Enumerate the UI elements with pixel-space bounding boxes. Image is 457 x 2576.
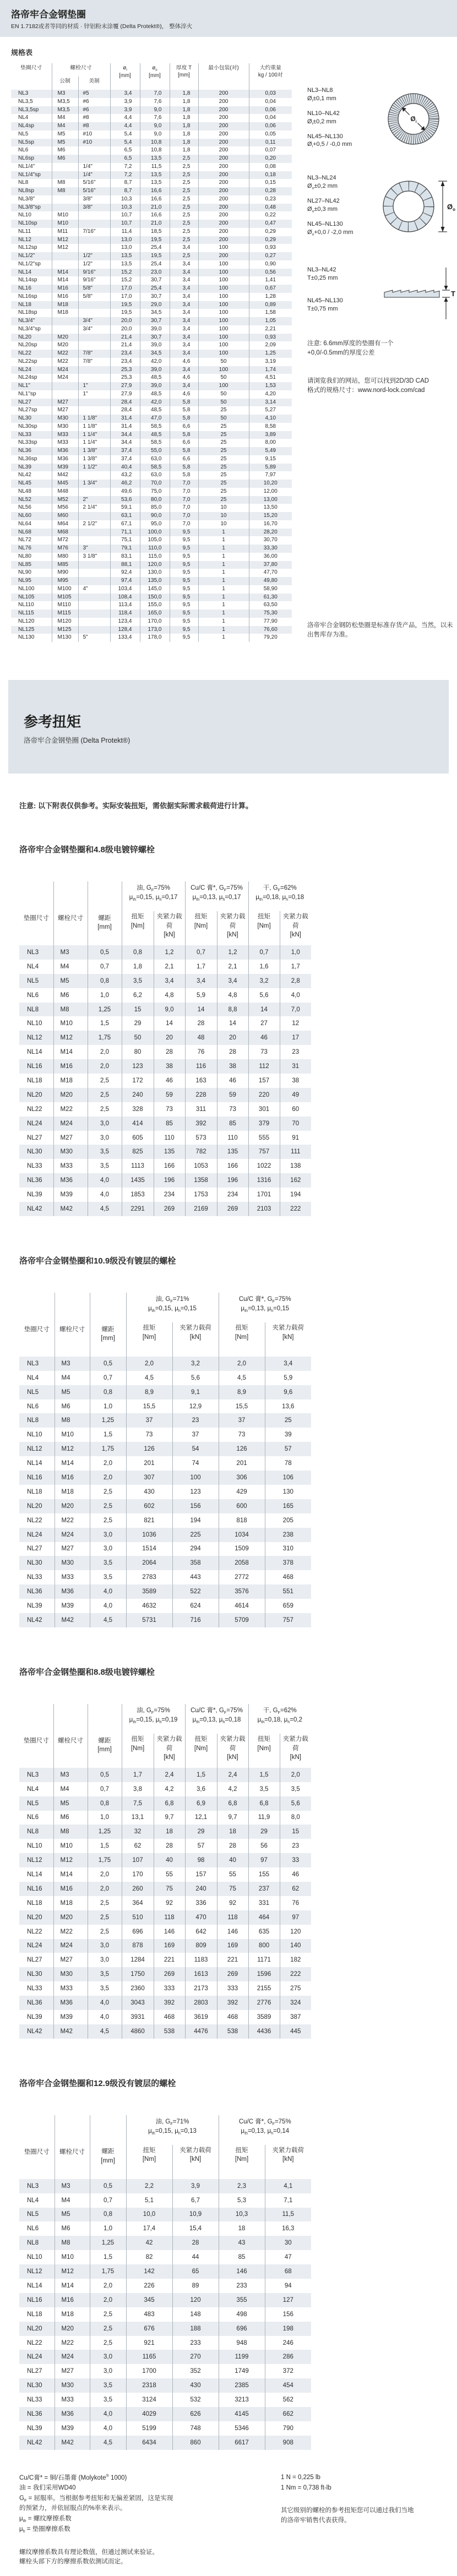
table-row: NL18sp M18 19,5 34,5 3,4 100 1,58 <box>11 309 292 317</box>
spec-layout <box>11 63 457 642</box>
group-header-oil: 油, $G_F=75\%$ $\mu_{th}=0,15$, $\mu_h=0,17$ <box>122 881 185 911</box>
table-row: NL12 M12 1,75 126 54 126 57 <box>19 1442 311 1456</box>
table-row: NL10 M10 1,5 82 44 85 47 <box>19 2250 311 2264</box>
col-header-bolt-size: 螺栓尺寸 <box>52 63 110 77</box>
table-row: NL1/4" 1/4" 7,2 11,5 2,5 200 0,08 <box>11 163 292 171</box>
table-row: NL60 M60 63,1 90,0 7,0 10 15,20 <box>11 512 292 520</box>
col-header-clamp-load: 夹紧力载荷 [kN] <box>172 2145 219 2179</box>
table-row: NL5 M5 0,8 7,5 6,8 6,9 6,8 6,8 5,6 <box>19 1796 311 1811</box>
table-row: NL3 M3 #5 3,4 7,0 1,8 200 0,03 <box>11 90 292 98</box>
col-header-torque: 扭矩 [Nm] <box>185 1734 217 1768</box>
inner-diameter-tolerances <box>307 86 381 155</box>
table-row: NL24 M24 3,0 878 169 809 169 800 140 <box>19 1939 311 1953</box>
reference-torque-banner <box>8 680 449 774</box>
group-header-oil: 油, $G_F=71\%$ $\mu_{th}=0,15$, $\mu_h=0,15$ <box>126 1293 219 1322</box>
washer-inner-diameter-diagram <box>381 86 446 151</box>
footnote-line: 油 = 我们采用WD40 <box>19 2485 76 2492</box>
table-row: NL4 M4 #8 4,4 7,6 1,8 200 0,04 <box>11 114 292 122</box>
torque-table-grade-4-8 <box>19 881 311 1216</box>
table-row: NL39 M39 4,0 4632 624 4614 659 <box>19 1599 311 1613</box>
table-row: NL85 M85 88,1 120,0 9,5 1 37,80 <box>11 561 292 569</box>
torque-table-title: 洛帝牢合金钢垫圈和4.8级电镀锌螺栓 <box>19 845 155 854</box>
col-header-clamp-load: 夹紧力载荷 [kN] <box>154 911 185 945</box>
table-row: NL125 M125 128,4 173,0 9,5 1 76,60 <box>11 626 292 634</box>
table-row: NL12 M12 13,0 19,5 2,5 200 0,29 <box>11 236 292 244</box>
thickness-tolerance-note: 注意: 6.6mm厚度的垫圈有一个 +0,0/-0.5mm的厚度公差 <box>307 340 394 356</box>
torque-table-section-10-9 <box>19 1255 457 1627</box>
torque-table-header <box>19 1293 311 1357</box>
table-row: NL27sp M27 28,4 48,5 5,8 25 5,27 <box>11 406 292 415</box>
table-row: NL36 M36 4,0 3589 522 3576 551 <box>19 1584 311 1599</box>
col-header-washer-size: 垫圈尺寸 <box>20 65 42 71</box>
washer-outer-diameter-diagram <box>381 174 457 239</box>
col-header-inner-diameter: $ø_i$ [mm] <box>110 63 140 90</box>
table-row: NL3 M3 0,5 1,7 2,4 1,5 2,4 1,5 2,0 <box>19 1768 311 1782</box>
torque-table-grade-8-8 <box>19 1704 311 2039</box>
table-row: NL95 M95 97,4 135,0 9,5 1 49,80 <box>11 577 292 585</box>
table-row: NL6 M6 1,0 17,4 15,4 18 16,3 <box>19 2221 311 2236</box>
table-row: NL3 M3 0,5 2,0 3,2 2,0 3,4 <box>19 1357 311 1371</box>
table-row: NL120 M120 123,4 170,0 9,5 1 77,90 <box>11 618 292 626</box>
torque-table-body <box>19 2179 311 2450</box>
table-row: NL100 M100 4" 103,4 145,0 9,5 1 58,90 <box>11 585 292 593</box>
cad-download-note: 请浏览我们的网站，您可以找到2D/3D CAD 格式的规格尺寸：www.nord-lock.com/cad <box>307 378 429 394</box>
table-row: NL8 M8 1,25 42 28 43 30 <box>19 2236 311 2250</box>
table-row: NL18 M18 2,5 483 148 498 156 <box>19 2307 311 2322</box>
table-row: NL24 M24 3,0 1165 270 1199 286 <box>19 2350 311 2364</box>
footnote-friction-note: 螺纹摩擦系数具有理论数值，但通过测试来验证。 螺栓头部下方的摩擦系数依测试而定。 <box>19 2548 159 2566</box>
table-row: NL76 M76 3" 79,1 110,0 9,5 1 33,30 <box>11 544 292 553</box>
table-row: NL24sp M24 25,3 48,5 4,6 50 4,51 <box>11 374 292 382</box>
table-row: NL24 M24 3,0 414 85 392 85 379 70 <box>19 1117 311 1131</box>
torque-table-section-12-9 <box>19 2077 457 2450</box>
group-header-cu-paste: Cu/C 膏*, $G_F=75\%$ $\mu_{th}=0,13$, $\mu_h=0,14$ <box>219 2115 311 2145</box>
col-header-metric: 公制 <box>52 77 78 90</box>
table-row: NL27 M27 3,0 1700 352 1749 372 <box>19 2364 311 2378</box>
table-row: NL42 M42 4,5 2291 269 2169 269 2103 222 <box>19 1202 311 1216</box>
table-row: NL16sp M16 5/8" 17,0 30,7 3,4 100 1,28 <box>11 293 292 301</box>
table-row: NL30 M30 3,5 825 135 782 135 757 111 <box>19 1145 311 1159</box>
torque-table-body <box>19 1357 311 1627</box>
col-header-pitch: 螺距 [mm] <box>88 1704 122 1768</box>
table-row: NL1/4"sp 1/4" 7,2 13,5 2,5 200 0,18 <box>11 171 292 179</box>
table-row: NL3/4" 3/4" 20,0 30,7 3,4 100 1,05 <box>11 317 292 325</box>
footnotes-right <box>281 2473 446 2568</box>
table-row: NL22 M22 7/8" 23,4 34,5 3,4 100 1,25 <box>11 350 292 358</box>
table-row: NL27 M27 3,0 1284 221 1183 221 1171 182 <box>19 1953 311 1967</box>
table-row: NL105 M105 108,4 150,0 9,5 1 61,30 <box>11 593 292 602</box>
torque-table-header <box>19 2115 311 2179</box>
table-row: NL12 M12 1,75 50 20 48 20 46 17 <box>19 1031 311 1045</box>
table-row: NL14 M14 9/16" 15,2 23,0 3,4 100 0,56 <box>11 269 292 277</box>
table-row: NL27 M27 3,0 1514 294 1509 310 <box>19 1542 311 1556</box>
table-row: NL5 M5 0,8 3,5 3,4 3,4 3,4 3,2 2,8 <box>19 974 311 988</box>
table-row: NL1"sp 1" 27,9 48,5 4,6 50 4,20 <box>11 390 292 399</box>
table-row: NL20 M20 2,5 240 59 228 59 220 49 <box>19 1088 311 1102</box>
group-header-cu-paste: Cu/C 膏*, $G_F=75\%$ $\mu_{th}=0,13$, $\mu_h=0,15$ <box>219 1293 311 1322</box>
reference-torque-subtitle: 洛帝牢合金钢垫圈 (Delta Protekt®) <box>24 737 130 744</box>
col-header-washer-size: 垫圈尺寸 <box>24 1326 50 1333</box>
col-header-clamp-load: 夹紧力载荷 [kN] <box>172 1322 219 1357</box>
table-row: NL20sp M20 21,4 39,0 3,4 100 2,09 <box>11 341 292 350</box>
footnotes-left <box>19 2473 270 2568</box>
table-row: NL110 M110 113,4 155,0 9,5 1 63,50 <box>11 601 292 609</box>
table-row: NL10 M10 1,5 73 37 73 39 <box>19 1428 311 1442</box>
table-row: NL20 M20 2,5 676 188 696 198 <box>19 2322 311 2336</box>
table-row: NL39 M39 1 1/2" 40,4 58,5 5,8 25 5,89 <box>11 464 292 472</box>
table-row: NL18 M18 2,5 430 123 429 130 <box>19 1485 311 1499</box>
table-row: NL6 M6 6,5 10,8 1,8 200 0,07 <box>11 146 292 155</box>
table-row: NL6 M6 1,0 15,5 12,9 15,5 13,6 <box>19 1399 311 1414</box>
group-header-oil: 油, $G_F=71\%$ $\mu_{th}=0,15$, $\mu_h=0,13$ <box>126 2115 219 2145</box>
torque-table-section-4-8 <box>19 843 457 1216</box>
col-header-torque: 扭矩 [Nm] <box>185 911 217 945</box>
col-header-clamp-load: 夹紧力载荷 [kN] <box>217 1734 248 1768</box>
stock-availability-note: 洛帝牢合金钢防松垫圈是标准存货产品，当然，以未出售库存为准。 <box>307 622 453 638</box>
torque-table-title: 洛帝牢合金钢垫圈和8.8级电镀锌螺栓 <box>19 1667 155 1677</box>
table-row: NL90 M90 92,4 130,0 9,5 1 47,70 <box>11 569 292 577</box>
table-row: NL16 M16 2,0 307 100 306 106 <box>19 1471 311 1485</box>
table-row: NL18 M18 2,5 364 92 336 92 331 76 <box>19 1896 311 1910</box>
table-row: NL16 M16 5/8" 17,0 25,4 3,4 100 0,67 <box>11 285 292 293</box>
table-row: NL42 M42 4,5 5731 716 5709 757 <box>19 1613 311 1627</box>
table-row: NL20 M20 2,5 602 156 600 165 <box>19 1499 311 1513</box>
table-row: NL115 M115 118,4 165,0 9,5 1 75,30 <box>11 609 292 618</box>
col-header-weight: 大约重量 kg / 100对 <box>249 63 292 90</box>
table-row: NL130 M130 5" 133,4 178,0 9,5 1 79,20 <box>11 634 292 642</box>
thickness-tolerances <box>307 266 381 319</box>
col-header-pitch: 螺距 [mm] <box>90 2115 126 2179</box>
table-row: NL33 M33 3,5 3124 532 3213 562 <box>19 2393 311 2407</box>
table-row: NL22 M22 2,5 821 194 818 205 <box>19 1513 311 1528</box>
footnote-sales-note: 其它级别的螺栓的参考扭矩您可以通过我们当地 的洛帝牢销售代表获得。 <box>281 2507 414 2524</box>
table-row: NL3/8"sp 3/8" 10,3 21,0 2,5 200 0,48 <box>11 204 292 212</box>
table-row: NL6sp M6 6,5 13,5 2,5 200 0,20 <box>11 155 292 163</box>
table-row: NL27 M27 3,0 605 110 573 110 555 91 <box>19 1131 311 1145</box>
table-row: NL4 M4 0,7 1,8 2,1 1,7 2,1 1,6 1,7 <box>19 960 311 974</box>
table-row: NL30 M30 3,5 2064 358 2058 378 <box>19 1556 311 1570</box>
table-row: NL8 M8 1,25 32 18 29 18 29 15 <box>19 1825 311 1839</box>
group-header-oil: 油, $G_F=75\%$ $\mu_{th}=0,15$, $\mu_h=0,19$ <box>122 1704 185 1734</box>
col-header-clamp-load: 夹紧力载荷 [kN] <box>265 1322 311 1357</box>
tolerance-item: NL27–NL42 $Ø_o\pm 0,3$ mm <box>307 198 340 214</box>
table-row: NL3/8" 3/8" 10,3 16,6 2,5 200 0,23 <box>11 195 292 204</box>
col-header-bolt-size: 螺栓尺寸 <box>53 881 88 945</box>
table-row: NL20 M20 21,4 30,7 3,4 100 0,93 <box>11 334 292 342</box>
table-row: NL42 M42 4,5 4860 538 4476 538 4436 445 <box>19 2024 311 2039</box>
footnote-line: 1 Nm = 0,738 ft-lb <box>281 2484 331 2491</box>
tolerance-item: NL45–NL130 $Ø_i+0,5 / -0,0$ mm <box>307 133 352 149</box>
tolerance-item: NL3–NL8 $Ø_i\pm 0,1$ mm <box>307 87 336 103</box>
col-header-clamp-load: 夹紧力载荷 [kN] <box>280 911 311 945</box>
table-row: NL36sp M36 1 3/8" 37,4 63,0 6,6 25 9,15 <box>11 455 292 464</box>
table-row: NL6 M6 1,0 6,2 4,8 5,9 4,8 5,6 4,0 <box>19 988 311 1003</box>
table-row: NL10 M10 1,5 29 14 28 14 27 12 <box>19 1016 311 1031</box>
table-row: NL33 M33 3,5 2783 443 2772 468 <box>19 1570 311 1584</box>
tolerance-item: NL10–NL42 $Ø_i\pm 0,2$ mm <box>307 110 340 126</box>
col-header-torque: 扭矩 [Nm] <box>219 1322 265 1357</box>
torque-table-grade-10-9 <box>19 1293 311 1627</box>
table-row: NL14 M14 2,0 226 89 233 94 <box>19 2279 311 2293</box>
torque-table-grade-12-9 <box>19 2115 311 2450</box>
table-row: NL39 M39 4,0 1853 234 1753 234 1701 194 <box>19 1188 311 1202</box>
footnote-line: 1 N = 0,225 lb <box>281 2474 320 2481</box>
table-row: NL33 M33 1 1/4" 34,4 48,5 5,8 25 3,89 <box>11 431 292 439</box>
col-header-pitch: 螺距 [mm] <box>90 1293 126 1357</box>
table-row: NL30sp M30 1 1/8" 31,4 58,5 6,6 25 8,58 <box>11 423 292 431</box>
table-row: NL8 M8 1,25 37 23 37 25 <box>19 1413 311 1428</box>
table-row: NL48 M48 49,6 75,0 7,0 25 12,00 <box>11 488 292 496</box>
group-header-dry: 干, $G_F=62\%$ $\mu_{th}=0,18$, $\mu_h=0,18$ <box>248 881 311 911</box>
table-row: NL22 M22 2,5 328 73 311 73 301 60 <box>19 1102 311 1117</box>
table-row: NL12 M12 1,75 142 65 146 68 <box>19 2264 311 2279</box>
table-row: NL4 M4 0,7 4,5 5,6 4,5 5,9 <box>19 1371 311 1385</box>
col-header-torque: 扭矩 [Nm] <box>248 911 280 945</box>
table-row: NL68 M68 71,1 100,0 9,5 1 28,20 <box>11 529 292 537</box>
table-row: NL12 M12 1,75 107 40 98 40 97 33 <box>19 1853 311 1867</box>
torque-table-header <box>19 881 311 945</box>
table-row: NL36 M36 1 3/8" 37,4 55,0 5,8 25 5,49 <box>11 447 292 455</box>
col-header-torque: 扭矩 [Nm] <box>122 1734 154 1768</box>
table-row: NL27 M27 28,4 42,0 5,8 50 3,14 <box>11 399 292 407</box>
table-row: NL30 M30 3,5 1750 269 1613 269 1596 222 <box>19 1967 311 1981</box>
table-row: NL36 M36 4,0 4029 626 4145 662 <box>19 2407 311 2421</box>
table-row: NL3/4"sp 3/4" 20,0 39,0 3,4 100 2,21 <box>11 325 292 334</box>
spec-table-heading: 规格表 <box>11 48 33 57</box>
table-row: NL16 M16 2,0 260 75 240 75 237 62 <box>19 1882 311 1896</box>
tolerance-item: NL3–NL24 $Ø_o\pm 0,2$ mm <box>307 175 338 190</box>
table-row: NL5 M5 #10 5,4 9,0 1,8 200 0,05 <box>11 130 292 139</box>
outer-diameter-tolerances <box>307 174 381 243</box>
table-row: NL42 M42 43,2 63,0 5,8 25 7,97 <box>11 471 292 480</box>
col-header-outer-diameter: $ø_o$ [mm] <box>140 63 170 90</box>
col-header-bolt-size: 螺栓尺寸 <box>53 1704 88 1768</box>
tolerance-item: NL45–NL130 T±0,75 mm <box>307 297 343 312</box>
svg-text:T: T <box>451 289 455 298</box>
spec-table-body <box>11 90 292 642</box>
col-header-clamp-load: 夹紧力载荷 [kN] <box>217 911 248 945</box>
table-row: NL1/2" 1/2" 13,5 19,5 2,5 200 0,27 <box>11 252 292 260</box>
torque-table-body <box>19 1768 311 2039</box>
table-row: NL80 M80 3 1/8" 83,1 115,0 9,5 1 36,00 <box>11 553 292 561</box>
col-header-torque: 扭矩 [Nm] <box>126 2145 172 2179</box>
table-row: NL30 M30 3,5 2318 430 2385 454 <box>19 2378 311 2393</box>
table-row: NL6 M6 1,0 13,1 9,7 12,1 9,7 11,9 8,0 <box>19 1811 311 1825</box>
table-row: NL10 M10 1,5 62 28 57 28 56 23 <box>19 1839 311 1853</box>
table-row: NL22sp M22 7/8" 23,4 42,0 4,6 50 3,19 <box>11 358 292 366</box>
svg-text:Øi: $Ø_i$ <box>410 115 417 124</box>
content-area <box>0 47 457 642</box>
col-header-torque: 扭矩 [Nm] <box>126 1322 172 1357</box>
table-row: NL1/2"sp 1/2" 13,5 25,4 3,4 100 0,90 <box>11 260 292 269</box>
washer-thickness-diagram <box>381 265 457 320</box>
table-row: NL22 M22 2,5 696 146 642 146 635 120 <box>19 1925 311 1939</box>
table-row: NL33 M33 3,5 1113 166 1053 166 1022 138 <box>19 1159 311 1173</box>
table-row: NL33 M33 3,5 2360 333 2173 333 2155 275 <box>19 1981 311 1996</box>
col-header-pitch: 螺距 [mm] <box>88 881 122 945</box>
table-row: NL4sp M4 #8 4,4 9,0 1,8 200 0,06 <box>11 122 292 130</box>
reference-torque-title: 参考扭矩 <box>24 714 81 730</box>
table-row: NL5 M5 0,8 10,0 10,9 10,3 11,5 <box>19 2208 311 2222</box>
table-row: NL8sp M8 5/16" 8,7 16,6 2,5 200 0,28 <box>11 187 292 195</box>
table-row: NL3 M3 0,5 2,2 3,9 2,3 4,1 <box>19 2179 311 2193</box>
tolerance-item: NL3–NL42 T±0,25 mm <box>307 266 338 282</box>
torque-table-title: 洛帝牢合金钢垫圈和10.9级没有镀层的螺栓 <box>19 1256 176 1266</box>
col-header-clamp-load: 夹紧力载荷 [kN] <box>154 1734 185 1768</box>
torque-table-title: 洛帝牢合金钢垫圈和12.9级没有镀层的螺栓 <box>19 2078 176 2088</box>
table-row: NL72 M72 75,1 105,0 9,5 1 30,70 <box>11 536 292 544</box>
table-row: NL14 M14 2,0 80 28 76 28 73 23 <box>19 1045 311 1059</box>
table-row: NL14 M14 2,0 201 74 201 78 <box>19 1456 311 1471</box>
table-row: NL16 M16 2,0 123 38 116 38 112 31 <box>19 1059 311 1074</box>
footnote-line: $\mu_h$ = 垫圈摩擦系数 <box>19 2525 70 2534</box>
svg-text:Øo: $Ø_o$ <box>447 203 456 213</box>
table-row: NL36 M36 4,0 3043 392 2803 392 2776 324 <box>19 1996 311 2010</box>
footnote-line: $G_F$ = 屈服率。当根据参考扭矩和无偏差紧固，这是实现 的预紧力，并依屈服点的%率来表示。 <box>19 2495 173 2512</box>
table-row: NL24 M24 25,3 39,0 3,4 100 1,74 <box>11 366 292 374</box>
col-header-washer-size: 垫圈尺寸 <box>23 1738 49 1745</box>
col-header-thickness: 厚度 T [mm] <box>170 63 198 90</box>
col-header-torque: 扭矩 [Nm] <box>248 1734 280 1768</box>
footnote-line: Cu/C膏* = 铜/石墨膏 (Molykote® 1000) <box>19 2473 127 2481</box>
table-row: NL52 M52 2" 53,6 80,0 7,0 25 13,00 <box>11 496 292 504</box>
torque-attention-note: 注意: 以下附表仅供参考。实际安装扭矩，需依据实际需求载荷进行计算。 <box>19 802 253 810</box>
table-row: NL4 M4 0,7 3,8 4,2 3,6 4,2 3,5 3,5 <box>19 1782 311 1796</box>
table-row: NL39 M39 4,0 3931 468 3619 468 3589 387 <box>19 2010 311 2024</box>
table-row: NL22 M22 2,5 921 233 948 246 <box>19 2336 311 2350</box>
table-row: NL5 M5 0,8 8,9 9,1 8,9 9,6 <box>19 1385 311 1399</box>
torque-table-body <box>19 945 311 1216</box>
spec-table-header <box>11 63 292 90</box>
torque-table-section-8-8 <box>19 1666 457 2039</box>
table-row: NL11 M11 7/16" 11,4 18,5 2,5 200 0,29 <box>11 228 292 236</box>
group-header-cu-paste: Cu/C 膏*, $G_F=75\%$ $\mu_{th}=0,13$, $\mu_h=0,18$ <box>185 1704 248 1734</box>
col-header-torque: 扭矩 [Nm] <box>122 911 154 945</box>
col-header-clamp-load: 夹紧力载荷 [kN] <box>280 1734 311 1768</box>
table-row: NL33sp M33 1 1/4" 34,4 58,5 6,6 25 8,00 <box>11 439 292 447</box>
table-row: NL10sp M10 10,7 21,0 2,5 200 0,47 <box>11 220 292 228</box>
table-row: NL18 M18 2,5 172 46 163 46 157 38 <box>19 1074 311 1088</box>
table-row: NL3,5 M3,5 #6 3,9 7,6 1,8 200 0,04 <box>11 98 292 106</box>
table-row: NL36 M36 4,0 1435 196 1358 196 1316 162 <box>19 1173 311 1188</box>
col-header-bolt-size: 螺栓尺寸 <box>55 2115 90 2179</box>
table-row: NL14 M14 2,0 170 55 157 55 155 46 <box>19 1867 311 1882</box>
table-row: NL18 M18 19,5 29,0 3,4 100 0,89 <box>11 301 292 309</box>
table-row: NL42 M42 4,5 6434 860 6617 908 <box>19 2436 311 2450</box>
table-row: NL64 M64 2 1/2" 67,1 95,0 7,0 10 16,70 <box>11 520 292 529</box>
table-row: NL10 M10 10,7 16,6 2,5 200 0,22 <box>11 211 292 220</box>
table-row: NL56 M56 2 1/4" 59,1 85,0 7,0 10 13,50 <box>11 504 292 512</box>
outer-diameter-tolerance-block <box>307 174 457 243</box>
col-header-min-package: 最小包装(对) <box>198 63 249 90</box>
col-header-us: 美制 <box>78 77 110 90</box>
table-row: NL24 M24 3,0 1036 225 1034 238 <box>19 1528 311 1542</box>
footnotes <box>19 2473 457 2568</box>
torque-table-header <box>19 1704 311 1768</box>
table-row: NL39 M39 4,0 5199 748 5346 790 <box>19 2421 311 2436</box>
table-row: NL14sp M14 9/16" 15,2 30,7 3,4 100 1,41 <box>11 276 292 285</box>
tolerance-item: NL45–NL130 $Ø_o+0,0 / -2,0$ mm <box>307 220 353 237</box>
table-row: NL45 M45 1 3/4" 46,2 70,0 7,0 25 10,20 <box>11 480 292 488</box>
thickness-tolerance-block <box>307 265 457 320</box>
page-subtitle: EN 1.7182或者等同的材质 · 锌铝粉末涂覆 (Delta Protekt®)， 整体淬火 <box>11 23 193 30</box>
spec-table <box>11 63 292 642</box>
table-row: NL30 M30 1 1/8" 31,4 47,0 5,8 50 4,10 <box>11 415 292 423</box>
table-row: NL3 M3 0,5 0,8 1,2 0,7 1,2 0,7 1,0 <box>19 945 311 960</box>
table-row: NL1" 1" 27,9 39,0 3,4 100 1,53 <box>11 382 292 390</box>
col-header-torque: 扭矩 [Nm] <box>219 2145 265 2179</box>
table-row: NL20 M20 2,5 510 118 470 118 464 97 <box>19 1910 311 1925</box>
table-row: NL16 M16 2,0 345 120 355 127 <box>19 2293 311 2307</box>
col-header-washer-size: 垫圈尺寸 <box>24 2149 50 2156</box>
page-title: 洛帝牢合金钢垫圈 <box>11 9 86 20</box>
group-header-dry: 干, $G_F=62\%$ $\mu_{th}=0,18$, $\mu_h=0,2$ <box>248 1704 311 1734</box>
tolerance-diagrams-column <box>307 63 457 642</box>
table-row: NL5sp M5 #10 5,4 10,8 1,8 200 0,11 <box>11 139 292 147</box>
group-header-cu-paste: Cu/C 膏*, $G_F=75\%$ $\mu_{th}=0,13$, $\mu_h=0,17$ <box>185 881 248 911</box>
col-header-clamp-load: 夹紧力载荷 [kN] <box>265 2145 311 2179</box>
table-row: NL8 M8 1,25 15 9,0 14 8,8 14 7,0 <box>19 1003 311 1017</box>
table-row: NL4 M4 0,7 5,1 6,7 5,3 7,1 <box>19 2193 311 2208</box>
page-header <box>0 0 457 37</box>
col-header-bolt-size: 螺栓尺寸 <box>55 1293 90 1357</box>
table-row: NL12sp M12 13,0 25,4 3,4 100 0,93 <box>11 244 292 252</box>
inner-diameter-tolerance-block <box>307 86 457 155</box>
table-row: NL3,5sp M3,5 #6 3,9 9,0 1,8 200 0,06 <box>11 106 292 115</box>
table-row: NL8 M8 5/16" 8,7 13,5 2,5 200 0,15 <box>11 179 292 187</box>
footnote-line: $\mu_{th}$ = 螺纹摩擦系数 <box>19 2515 72 2523</box>
col-header-washer-size: 垫圈尺寸 <box>23 915 49 922</box>
